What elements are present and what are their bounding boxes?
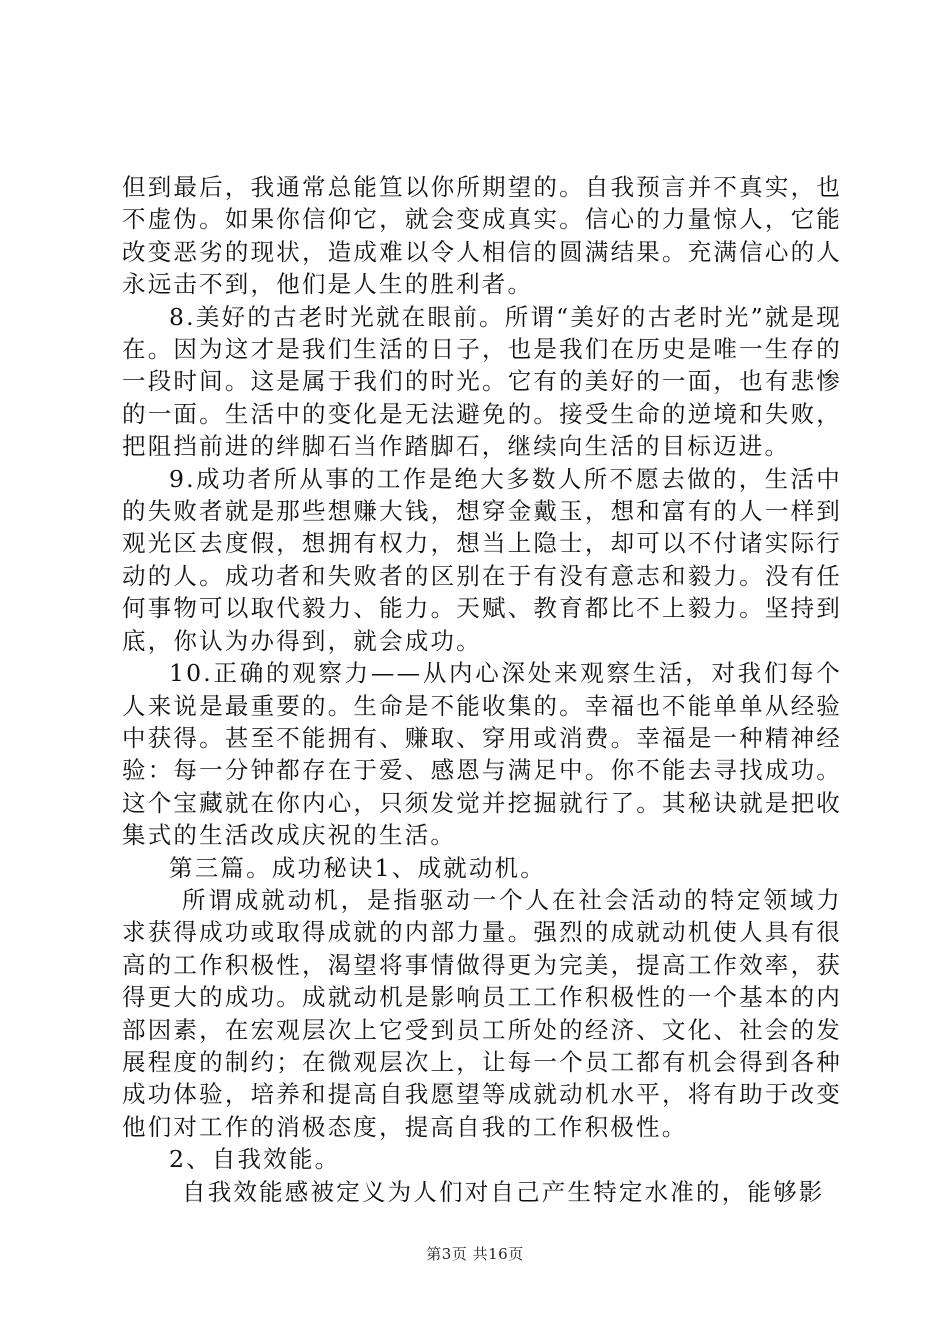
paragraph-self-efficacy: 自我效能感被定义为人们对自己产生特定水准的，能够影 [182, 1177, 825, 1206]
paragraph-achievement-motivation: 所谓成就动机，是指驱动一个人在社会活动的特定领域力求获得成功或取得成就的内部力量。强烈的成就动机使人具有很高的工作积极性，渴望将事情做得更为完美，提高工作效率，获得更大的成功。成就动机是影响员工工作积极性的一个基本的内部因素，在宏观层次上它受到员工所处的经济、文化、社会的发展程度的制约；在微观层次上，让每一个员工都有机会得到各种成功体验，培养和提高自我愿望等成就动机水平，将有助于改变他们对工作的消极态度，提高自我的工作积极性。 [122, 885, 842, 1141]
paragraph-item-9: 9.成功者所从事的工作是绝大多数人所不愿去做的，生活中的失败者就是那些想赚大钱，想穿金戴玉，想和富有的人一样到观光区去度假，想拥有权力，想当上隐士，却可以不付诸实际行动的人。成功者和失败者的区别在于有没有意志和毅力。没有任何事物可以取代毅力、能力。天赋、教育都比不上毅力。坚持到底，你认为办得到，就会成功。 [122, 464, 842, 655]
subheading-self-efficacy: 2、自我效能。 [169, 1145, 341, 1174]
paragraph-item-8: 8.美好的古老时光就在眼前。所谓“美好的古老时光”就是现在。因为这才是我们生活的日子，也是我们在历史是唯一生存的一段时间。这是属于我们的时光。它有的美好的一面，也有悲惨的一面。生活中的变化是无法避免的。接受生命的逆境和失败，把阻挡前进的绊脚石当作踏脚石，继续向生活的目标迈进。 [122, 302, 842, 461]
paragraph-continuation: 但到最后，我通常总能笪以你所期望的。自我预言并不真实，也不虚伪。如果你信仰它，就会变成真实。信心的力量惊人，它能改变恶劣的现状，造成难以令人相信的圆满结果。充满信心的人永远击不到，他们是人生的胜利者。 [122, 173, 842, 299]
section-heading-part-three: 第三篇。成功秘诀1、成就动机。 [169, 853, 546, 882]
page-footer: 第3页 共16页 [426, 1245, 524, 1263]
document-body [122, 171, 842, 1208]
paragraph-item-10: 10.正确的观察力——从内心深处来观察生活，对我们每个人来说是最重要的。生命是不能收集的。幸福也不能单单从经验中获得。甚至不能拥有、赚取、穿用或消费。幸福是一种精神经验：每一分钟都存在于爱、感恩与满足中。你不能去寻找成功。这个宝藏就在你内心，只须发觉并挖掘就行了。其秘诀就是把收集式的生活改成庆祝的生活。 [122, 659, 842, 850]
